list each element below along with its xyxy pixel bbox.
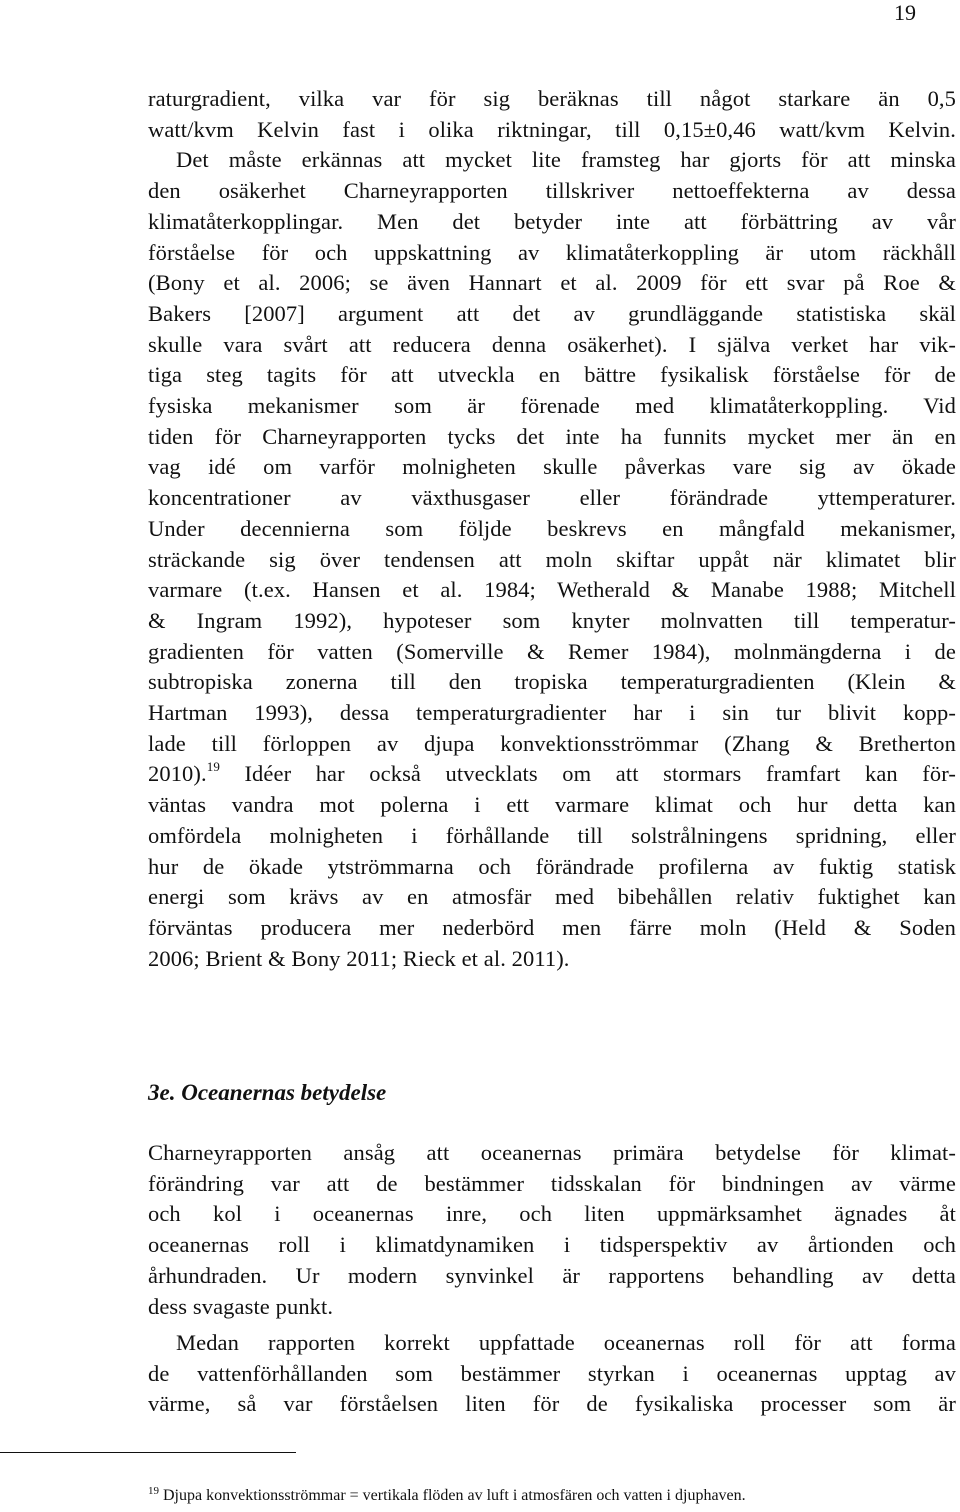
- footnote-separator: [0, 1452, 296, 1453]
- text-line: subtropiska zonerna till den tropiska temperaturgradienten (Klein &: [148, 669, 956, 695]
- text-line: [148, 1328, 956, 1359]
- text-line: dess svagaste punkt.: [148, 1293, 334, 1319]
- text-line: Under decennierna som följde beskrevs en mångfald mekanismer,: [148, 515, 956, 541]
- text-line-with-footnote: [148, 759, 956, 790]
- footnote-reference[interactable]: 19: [206, 759, 220, 775]
- text-line: energi som krävs av en atmosfär med bibehållen relativ fuktighet kan: [148, 884, 956, 910]
- paragraph-3: [148, 1328, 956, 1420]
- text-line: watt/kvm Kelvin fast i olika riktningar, till 0,15±0,46 watt/kvm Kelvin.: [148, 116, 956, 142]
- text-line: Hartman 1993), dessa temperaturgradienter har i sin tur blivit kopp-: [148, 700, 956, 726]
- text-line: hur de ökade ytströmmarna och förändrade profilerna av fuktig statisk: [148, 853, 956, 879]
- text-line: lade till förloppen av djupa konvektionsströmmar (Zhang & Bretherton: [148, 730, 956, 756]
- text-line: den osäkerhet Charneyrapporten tillskriver nettoeffekterna av dessa: [148, 178, 956, 204]
- text-line: värme, så var förståelsen liten för de fysikaliska processer som är: [148, 1391, 956, 1417]
- footnote-number: 19: [148, 1485, 159, 1497]
- text-fragment: Idéer har också utvecklats om att stormars framfart kan för-: [219, 761, 956, 787]
- text-line: gradienten för vatten (Somerville & Remer 1984), molnmängderna i de: [148, 638, 956, 664]
- text-line: Bakers [2007] argument att det av grundläggande statistiska skäl: [148, 300, 956, 326]
- text-line: tiden för Charneyrapporten tycks det inte ha funnits mycket mer än en: [148, 423, 956, 449]
- text-line: raturgradient, vilka var för sig beräknas till något starkare än 0,5: [148, 86, 956, 111]
- text-fragment: 2010).: [148, 761, 207, 787]
- text-line: 2006; Brient & Bony 2011; Rieck et al. 2011).: [148, 945, 570, 971]
- text-line: (Bony et al. 2006; se även Hannart et al. 2009 för ett svar på Roe &: [148, 270, 956, 296]
- text-line: varmare (t.ex. Hansen et al. 1984; Wetherald & Manabe 1988; Mitchell: [148, 577, 956, 603]
- text-line: [148, 145, 956, 176]
- text-line: århundraden. Ur modern synvinkel är rapportens behandling av detta: [148, 1262, 956, 1288]
- text-line: fysiska mekanismer som är förenade med klimatåterkoppling. Vid: [148, 393, 956, 419]
- text-line: sträckande sig över tendensen att moln skiftar uppåt när klimatet blir: [148, 546, 956, 572]
- text-line: omfördela molnigheten i förhållande till solstrålningens spridning, eller: [148, 822, 956, 848]
- footnote-text: Djupa konvektionsströmmar = vertikala flöden av luft i atmosfären och vatten i djuphaven.: [163, 1487, 746, 1504]
- text-line: Charneyrapporten ansåg att oceanernas primära betydelse för klimat-: [148, 1140, 956, 1165]
- text-line: vag idé om varför molnigheten skulle påverkas vare sig av ökade: [148, 454, 956, 480]
- text-line: och kol i oceanernas inre, och liten uppmärksamhet ägnades åt: [148, 1201, 956, 1227]
- text-line: klimatåterkopplingar. Men det betyder inte att förbättring av vår: [148, 208, 956, 234]
- section-heading: 3e. Oceanernas betydelse: [148, 1080, 387, 1105]
- text-line-content: Det måste erkännas att mycket lite framsteg har gjorts för att minska: [176, 147, 956, 173]
- text-line: oceanernas roll i klimatdynamiken i tidsperspektiv av årtionden och: [148, 1232, 956, 1258]
- text-line: & Ingram 1992), hypoteser som knyter molnvatten till temperatur-: [148, 607, 956, 633]
- text-line: väntas vandra mot polerna i ett varmare klimat och hur detta kan: [148, 792, 956, 818]
- text-line: skulle vara svårt att reducera denna osäkerhet). I själva verket har vik-: [148, 331, 956, 357]
- page-number: 19: [894, 0, 916, 25]
- paragraph-2: [148, 1138, 956, 1322]
- text-line: koncentrationer av växthusgaser eller förändrade yttemperaturer.: [148, 485, 956, 511]
- text-line: förståelse för och uppskattning av klimatåterkoppling är utom räckhåll: [148, 239, 956, 265]
- footnote: [148, 1485, 746, 1507]
- text-line-content: Medan rapporten korrekt uppfattade oceanernas roll för att forma: [176, 1330, 956, 1355]
- text-line: de vattenförhållanden som bestämmer styrkan i oceanernas upptag av: [148, 1360, 956, 1386]
- paragraph-1: [148, 84, 956, 974]
- text-line: förväntas producera mer nederbörd men färre moln (Held & Soden: [148, 914, 956, 940]
- text-line: förändring var att de bestämmer tidsskalan för bindningen av värme: [148, 1170, 956, 1196]
- text-line: tiga steg tagits för att utveckla en bättre fysikalisk förståelse för de: [148, 362, 956, 388]
